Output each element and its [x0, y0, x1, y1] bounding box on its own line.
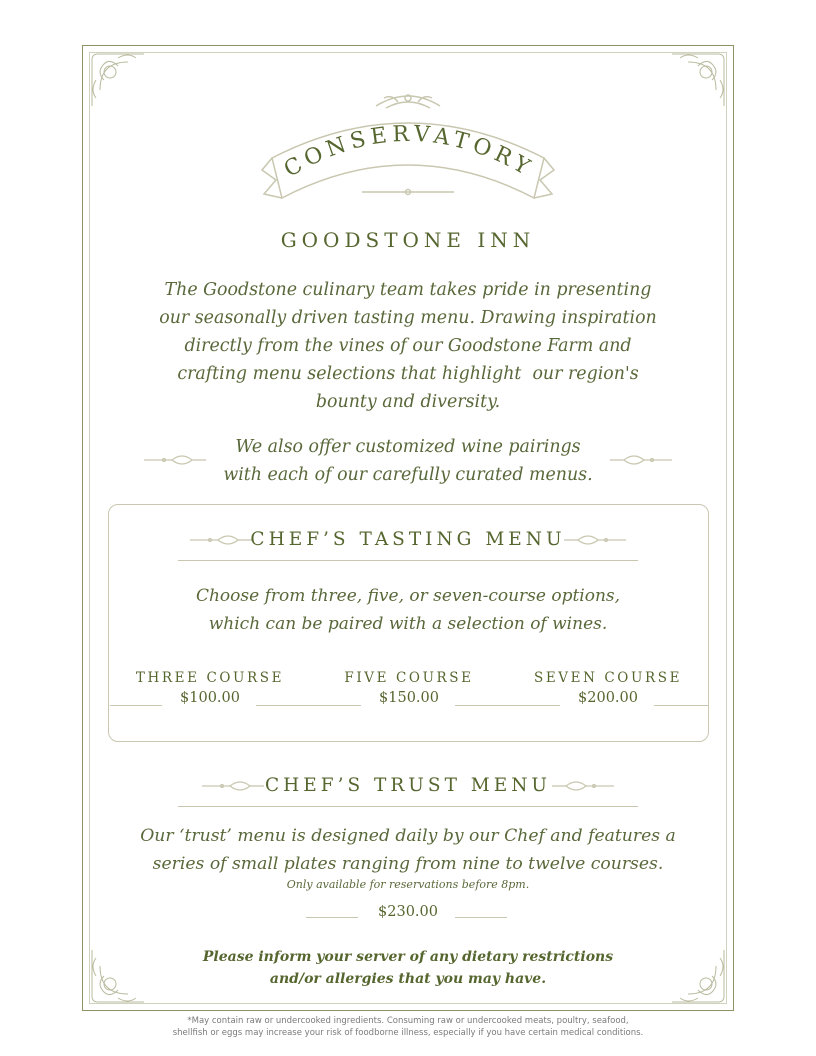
- course-name: SEVEN COURSE: [533, 670, 683, 686]
- tasting-description-line: Choose from three, five, or seven-course options,: [195, 586, 621, 606]
- course-name: FIVE COURSE: [344, 670, 474, 686]
- logo-text: [280, 122, 538, 183]
- tasting-title-rule: [178, 560, 638, 561]
- intro-line: crafting menu selections that highlight our region's: [177, 364, 639, 384]
- trust-description-line: series of small plates ranging from nine to twelve courses.: [152, 854, 664, 874]
- trust-description-line: Our ‘trust’ menu is designed daily by our Chef and features a: [140, 826, 676, 846]
- trust-description: [118, 822, 698, 878]
- dietary-line: Please inform your server of any dietary restrictions: [202, 949, 614, 965]
- wine-line: We also offer customized wine pairings: [235, 437, 581, 457]
- trust-title-rule: [178, 806, 638, 807]
- trust-availability-note: Only available for reservations before 8pm.: [286, 878, 530, 891]
- course-option-seven: [508, 670, 708, 706]
- conservatory-logo: [258, 88, 558, 220]
- intro-line: directly from the vines of our Goodstone Farm and: [184, 336, 632, 356]
- course-name: THREE COURSE: [135, 670, 285, 686]
- price-rule: [110, 705, 162, 706]
- tasting-description-line: which can be paired with a selection of wines.: [208, 614, 608, 634]
- intro-line: our seasonally driven tasting menu. Drawing inspiration: [159, 308, 657, 328]
- course-option-five: [309, 670, 509, 706]
- course-price: $100.00: [180, 690, 240, 706]
- dietary-line: and/or allergies that you may have.: [269, 971, 547, 987]
- course-option-three: [110, 670, 310, 706]
- food-safety-disclaimer: [0, 1015, 816, 1039]
- wine-pairing-note: [180, 433, 636, 489]
- course-price: $200.00: [578, 690, 638, 706]
- trust-price: $230.00: [378, 904, 438, 920]
- disclaimer-line: *May contain raw or undercooked ingredients. Consuming raw or undercooked meats, poultry, seafood,: [187, 1016, 629, 1026]
- wine-line: with each of our carefully curated menus.: [223, 465, 593, 485]
- corner-flourish-top-right: [668, 50, 728, 110]
- price-rule: [654, 705, 708, 706]
- course-price: $150.00: [379, 690, 439, 706]
- price-rule: [256, 705, 361, 706]
- tasting-menu-title: CHEF’S TASTING MENU: [250, 529, 566, 550]
- disclaimer-line: shellfish or eggs may increase your risk of foodborne illness, especially if you have certain medical conditions.: [172, 1028, 644, 1038]
- logo-text-path: CONSERVATORY: [279, 121, 538, 183]
- dietary-notice: [0, 946, 816, 990]
- intro-line: bounty and diversity.: [315, 392, 501, 412]
- price-rule: [455, 705, 560, 706]
- price-rule: [306, 917, 358, 918]
- trust-menu-title: CHEF’S TRUST MENU: [264, 775, 552, 796]
- brand-name: GOODSTONE INN: [280, 228, 536, 252]
- corner-flourish-top-left: [88, 50, 148, 110]
- tasting-description: [150, 582, 666, 638]
- intro-paragraph: [140, 276, 676, 416]
- price-rule: [455, 917, 507, 918]
- intro-line: The Goodstone culinary team takes pride in presenting: [164, 280, 652, 300]
